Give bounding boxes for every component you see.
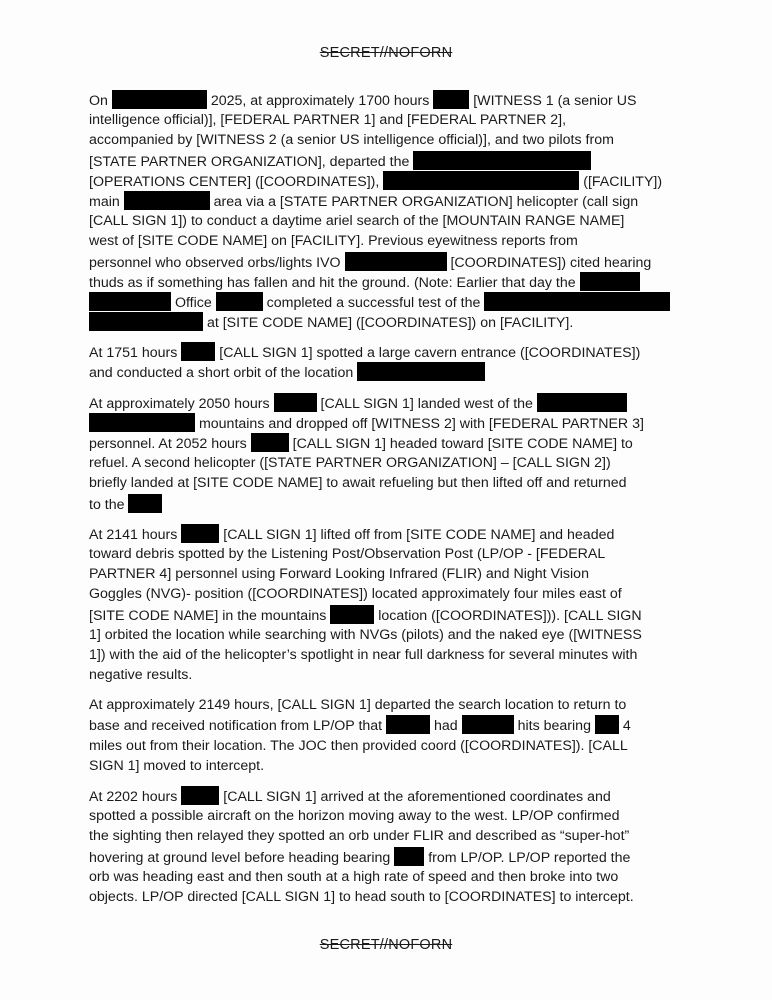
text-run: briefly landed at [SITE CODE NAME] to await refueling but then lifted off and returned (89, 475, 627, 492)
text-line (89, 524, 689, 544)
redaction-block (216, 292, 263, 311)
redaction-block (433, 90, 469, 109)
redaction-block (251, 433, 289, 452)
text-line (89, 362, 689, 382)
text-line (89, 736, 689, 756)
text-line (89, 231, 689, 251)
text-run: PARTNER 4] personnel using Forward Looking Infrared (FLIR) and Night Vision (89, 566, 589, 583)
text-run: At 1751 hours (89, 345, 178, 362)
text-run: refuel. A second helicopter ([STATE PARTNER ORGANIZATION] – [CALL SIGN 2]) (89, 455, 611, 472)
text-line (89, 211, 689, 231)
text-line (89, 130, 689, 150)
text-run: On (89, 93, 108, 109)
text-run: at [SITE CODE NAME] ([COORDINATES]) on [FACILITY]. (206, 315, 574, 332)
paragraph (89, 786, 689, 907)
redaction-block (112, 90, 207, 109)
text-line (89, 756, 689, 776)
text-line (89, 151, 689, 171)
text-run: [CALL SIGN 1]) to conduct a daytime ariel search of the [MOUNTAIN RANGE NAME] (89, 213, 625, 230)
text-line (89, 252, 689, 272)
redaction-block (595, 715, 619, 734)
text-run: At 2141 hours (89, 526, 178, 543)
classification-header: SECRET//NOFORN (319, 45, 453, 61)
text-run: completed a successful test of the (266, 294, 481, 311)
text-line (89, 695, 689, 715)
text-run: hits bearing (517, 718, 591, 735)
text-line (89, 191, 689, 211)
text-line (89, 715, 689, 735)
text-run: [CALL SIGN 1] headed toward [SITE CODE NAME] to (292, 436, 633, 452)
text-line (89, 494, 689, 514)
redaction-block (462, 715, 514, 734)
text-run: personnel. At 2052 hours (89, 436, 247, 452)
text-run: At approximately 2050 hours (89, 395, 270, 412)
text-run: the sighting then relayed they spotted an orb under FLIR and described as “super-hot” (89, 828, 630, 845)
text-line (89, 847, 689, 867)
text-run: 2025, at approximately 1700 hours (210, 93, 430, 109)
redaction-block (181, 342, 215, 361)
text-line (89, 292, 689, 312)
text-run: ([FACILITY]) (583, 173, 663, 190)
redaction-block (345, 252, 447, 271)
text-line (89, 806, 689, 826)
redaction-block (89, 312, 203, 331)
text-run: [STATE PARTNER ORGANIZATION], departed the (89, 153, 410, 170)
text-run: At approximately 2149 hours, [CALL SIGN 1] departed the search location to return to (89, 697, 627, 714)
text-line (89, 605, 689, 625)
text-run: Goggles (NVG)- position ([COORDINATES]) located approximately four miles east of (89, 586, 622, 603)
text-run: and conducted a short orbit of the location (89, 365, 354, 382)
text-run: [CALL SIGN 1] lifted off from [SITE CODE NAME] and headed (223, 526, 615, 543)
text-run: accompanied by [WITNESS 2 (a senior US intelligence official)], and two pilots from (89, 132, 614, 149)
text-run: 1] orbited the location while searching with NVGs (pilots) and the naked eye ([WITNESS (89, 626, 642, 643)
text-line (89, 625, 689, 645)
text-line (89, 473, 689, 493)
redaction-block (274, 393, 317, 412)
text-line (89, 453, 689, 473)
text-run: [CALL SIGN 1] arrived at the aforementioned coordinates and (223, 789, 611, 805)
text-line (89, 887, 689, 907)
text-run: base and received notification from LP/OP that (89, 718, 383, 735)
text-run: to the (89, 496, 125, 513)
text-line (89, 645, 689, 665)
text-run: had (434, 718, 458, 735)
text-run: spotted a possible aircraft on the horizon moving away to the west. LP/OP confirmed (89, 808, 620, 825)
text-line (89, 393, 689, 413)
paragraph (89, 524, 689, 686)
redaction-block (181, 524, 219, 543)
redaction-block (357, 362, 485, 381)
text-line (89, 272, 689, 292)
text-line (89, 110, 689, 130)
text-run: orb was heading east and then south at a high rate of speed and then broke into two (89, 868, 619, 885)
redaction-block (386, 715, 430, 734)
text-line (89, 665, 689, 685)
text-run: Office (174, 294, 212, 311)
text-line (89, 564, 689, 584)
text-line (89, 171, 689, 191)
text-line (89, 544, 689, 564)
text-run: [CALL SIGN 1] landed west of the (320, 395, 533, 412)
text-run: SIGN 1] moved to intercept. (89, 757, 265, 774)
redaction-block (580, 272, 640, 291)
text-run: [WITNESS 1 (a senior US (473, 93, 637, 109)
text-run: At 2202 hours (89, 789, 178, 805)
redaction-block (330, 605, 374, 624)
paragraph (89, 393, 689, 514)
text-line (89, 826, 689, 846)
document-body (89, 90, 689, 917)
text-run: mountains and dropped off [WITNESS 2] with [FEDERAL PARTNER 3] (198, 415, 644, 432)
redaction-block (89, 292, 171, 311)
redaction-block (383, 171, 579, 190)
text-run: [OPERATIONS CENTER] ([COORDINATES]), (89, 173, 380, 190)
text-run: area via a [STATE PARTNER ORGANIZATION] helicopter (call sign (213, 193, 639, 210)
text-run: [SITE CODE NAME] in the mountains (89, 607, 327, 624)
text-run: personnel who observed orbs/lights IVO (89, 254, 341, 271)
text-run: 1]) with the aid of the helicopter’s spotlight in near full darkness for several minutes with (89, 646, 638, 663)
text-line (89, 786, 689, 806)
text-run: west of [SITE CODE NAME] on [FACILITY]. Previous eyewitness reports from (89, 233, 578, 250)
paragraph (89, 695, 689, 776)
text-run: miles out from their location. The JOC then provided coord ([COORDINATES]). [CALL (89, 737, 628, 754)
paragraph (89, 90, 689, 332)
text-line (89, 584, 689, 604)
text-line (89, 413, 689, 433)
text-line (89, 433, 689, 453)
text-run: location ([COORDINATES])). [CALL SIGN (378, 607, 642, 624)
text-run: from LP/OP. LP/OP reported the (428, 849, 631, 866)
text-run: thuds as if something has fallen and hit the ground. (Note: Earlier that day the (89, 274, 576, 291)
classification-footer: SECRET//NOFORN (319, 937, 453, 953)
text-line (89, 90, 689, 110)
redaction-block (413, 151, 591, 170)
text-run: main (89, 193, 120, 210)
text-line (89, 867, 689, 887)
redaction-block (181, 786, 219, 805)
redaction-block (537, 393, 627, 412)
text-run: 4 (622, 718, 631, 735)
text-run: objects. LP/OP directed [CALL SIGN 1] to head south to [COORDINATES] to intercept. (89, 888, 634, 905)
text-run: negative results. (89, 667, 193, 684)
redaction-block (394, 847, 424, 866)
text-line (89, 342, 689, 362)
text-run: toward debris spotted by the Listening Post/Observation Post (LP/OP - [FEDERAL (89, 545, 606, 562)
text-run: [COORDINATES]) cited hearing (450, 254, 652, 271)
text-run: intelligence official)], [FEDERAL PARTNER 1] and [FEDERAL PARTNER 2], (89, 112, 567, 129)
text-run: hovering at ground level before heading bearing (89, 849, 391, 866)
paragraph (89, 342, 689, 382)
text-run: [CALL SIGN 1] spotted a large cavern entrance ([COORDINATES]) (219, 345, 641, 362)
redaction-block (128, 494, 162, 513)
redaction-block (124, 191, 210, 210)
redaction-block (89, 413, 195, 432)
redaction-block (484, 292, 670, 311)
text-line (89, 312, 689, 332)
